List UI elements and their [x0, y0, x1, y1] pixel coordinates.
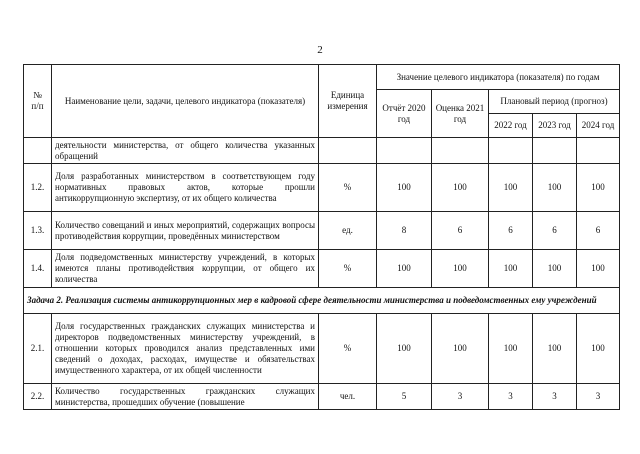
row-unit: ед. — [319, 212, 377, 250]
row-value-2020 — [377, 138, 432, 164]
table-row — [24, 250, 620, 288]
task-row — [24, 288, 620, 314]
row-num: 2.1. — [24, 314, 52, 384]
row-name: деятельности министерства, от общего количества указанных обращений — [52, 138, 319, 164]
indicators-table — [23, 64, 620, 410]
table-row — [24, 212, 620, 250]
row-value-2023 — [533, 138, 577, 164]
row-value-2021: 100 — [432, 314, 489, 384]
row-name: Доля подведомственных министерству учреждений, в которых имеются планы противодействия коррупции, от общего их количества — [52, 250, 319, 288]
row-num: 1.4. — [24, 250, 52, 288]
row-name: Количество государственных гражданских служащих министерства, прошедших обучение (повышение — [52, 384, 319, 410]
row-unit: % — [319, 164, 377, 212]
row-value-2024: 100 — [577, 250, 620, 288]
row-value-2024: 6 — [577, 212, 620, 250]
table-row — [24, 314, 620, 384]
header-report-2020: Отчёт 2020 год — [377, 90, 432, 138]
header-year-2022: 2022 год — [489, 114, 533, 138]
row-value-2022: 100 — [489, 250, 533, 288]
row-num — [24, 138, 52, 164]
row-value-2020: 8 — [377, 212, 432, 250]
row-value-2022: 3 — [489, 384, 533, 410]
table-row — [24, 164, 620, 212]
row-num: 2.2. — [24, 384, 52, 410]
header-estimate-2021: Оценка 2021 год — [432, 90, 489, 138]
row-unit — [319, 138, 377, 164]
row-value-2023: 100 — [533, 164, 577, 212]
row-value-2021: 6 — [432, 212, 489, 250]
row-value-2022 — [489, 138, 533, 164]
row-value-2020: 100 — [377, 164, 432, 212]
row-value-2024: 100 — [577, 314, 620, 384]
header-year-2024: 2024 год — [577, 114, 620, 138]
row-value-2021: 100 — [432, 164, 489, 212]
row-value-2020: 5 — [377, 384, 432, 410]
header-values-group: Значение целевого индикатора (показателя) по годам — [377, 65, 620, 90]
row-value-2021: 100 — [432, 250, 489, 288]
row-value-2023: 3 — [533, 384, 577, 410]
task-2-heading: Задача 2. Реализация системы антикоррупционных мер в кадровой сфере деятельности министерства и подведомственных ему учреждений — [24, 288, 620, 314]
row-value-2022: 6 — [489, 212, 533, 250]
row-value-2023: 100 — [533, 250, 577, 288]
row-value-2023: 6 — [533, 212, 577, 250]
row-value-2021 — [432, 138, 489, 164]
row-value-2024 — [577, 138, 620, 164]
row-value-2020: 100 — [377, 250, 432, 288]
row-value-2024: 100 — [577, 164, 620, 212]
row-value-2023: 100 — [533, 314, 577, 384]
header-name: Наименование цели, задачи, целевого индикатора (показателя) — [52, 65, 319, 138]
table-row — [24, 138, 620, 164]
row-num: 1.3. — [24, 212, 52, 250]
row-num: 1.2. — [24, 164, 52, 212]
row-value-2020: 100 — [377, 314, 432, 384]
row-name: Количество совещаний и иных мероприятий, содержащих вопросы противодействия коррупции, проведённых министерством — [52, 212, 319, 250]
row-unit: % — [319, 314, 377, 384]
row-value-2022: 100 — [489, 314, 533, 384]
header-year-2023: 2023 год — [533, 114, 577, 138]
row-name: Доля государственных гражданских служащих министерства и директоров подведомственных министерству учреждений, в отношении которых проводился анализ представленных ими сведений о доходах, расходах, имуществе и обязательствах имущественного характера, от их общей численности — [52, 314, 319, 384]
table-row — [24, 384, 620, 410]
row-value-2024: 3 — [577, 384, 620, 410]
header-plan-period: Плановый период (прогноз) — [489, 90, 620, 114]
row-value-2021: 3 — [432, 384, 489, 410]
page-number: 2 — [317, 44, 323, 56]
header-num: № п/п — [24, 65, 52, 138]
row-unit: чел. — [319, 384, 377, 410]
header-unit: Единица измерения — [319, 65, 377, 138]
row-value-2022: 100 — [489, 164, 533, 212]
row-name: Доля разработанных министерством в соответствующем году нормативных правовых актов, которые прошли антикоррупционную экспертизу, от их общего количества — [52, 164, 319, 212]
row-unit: % — [319, 250, 377, 288]
